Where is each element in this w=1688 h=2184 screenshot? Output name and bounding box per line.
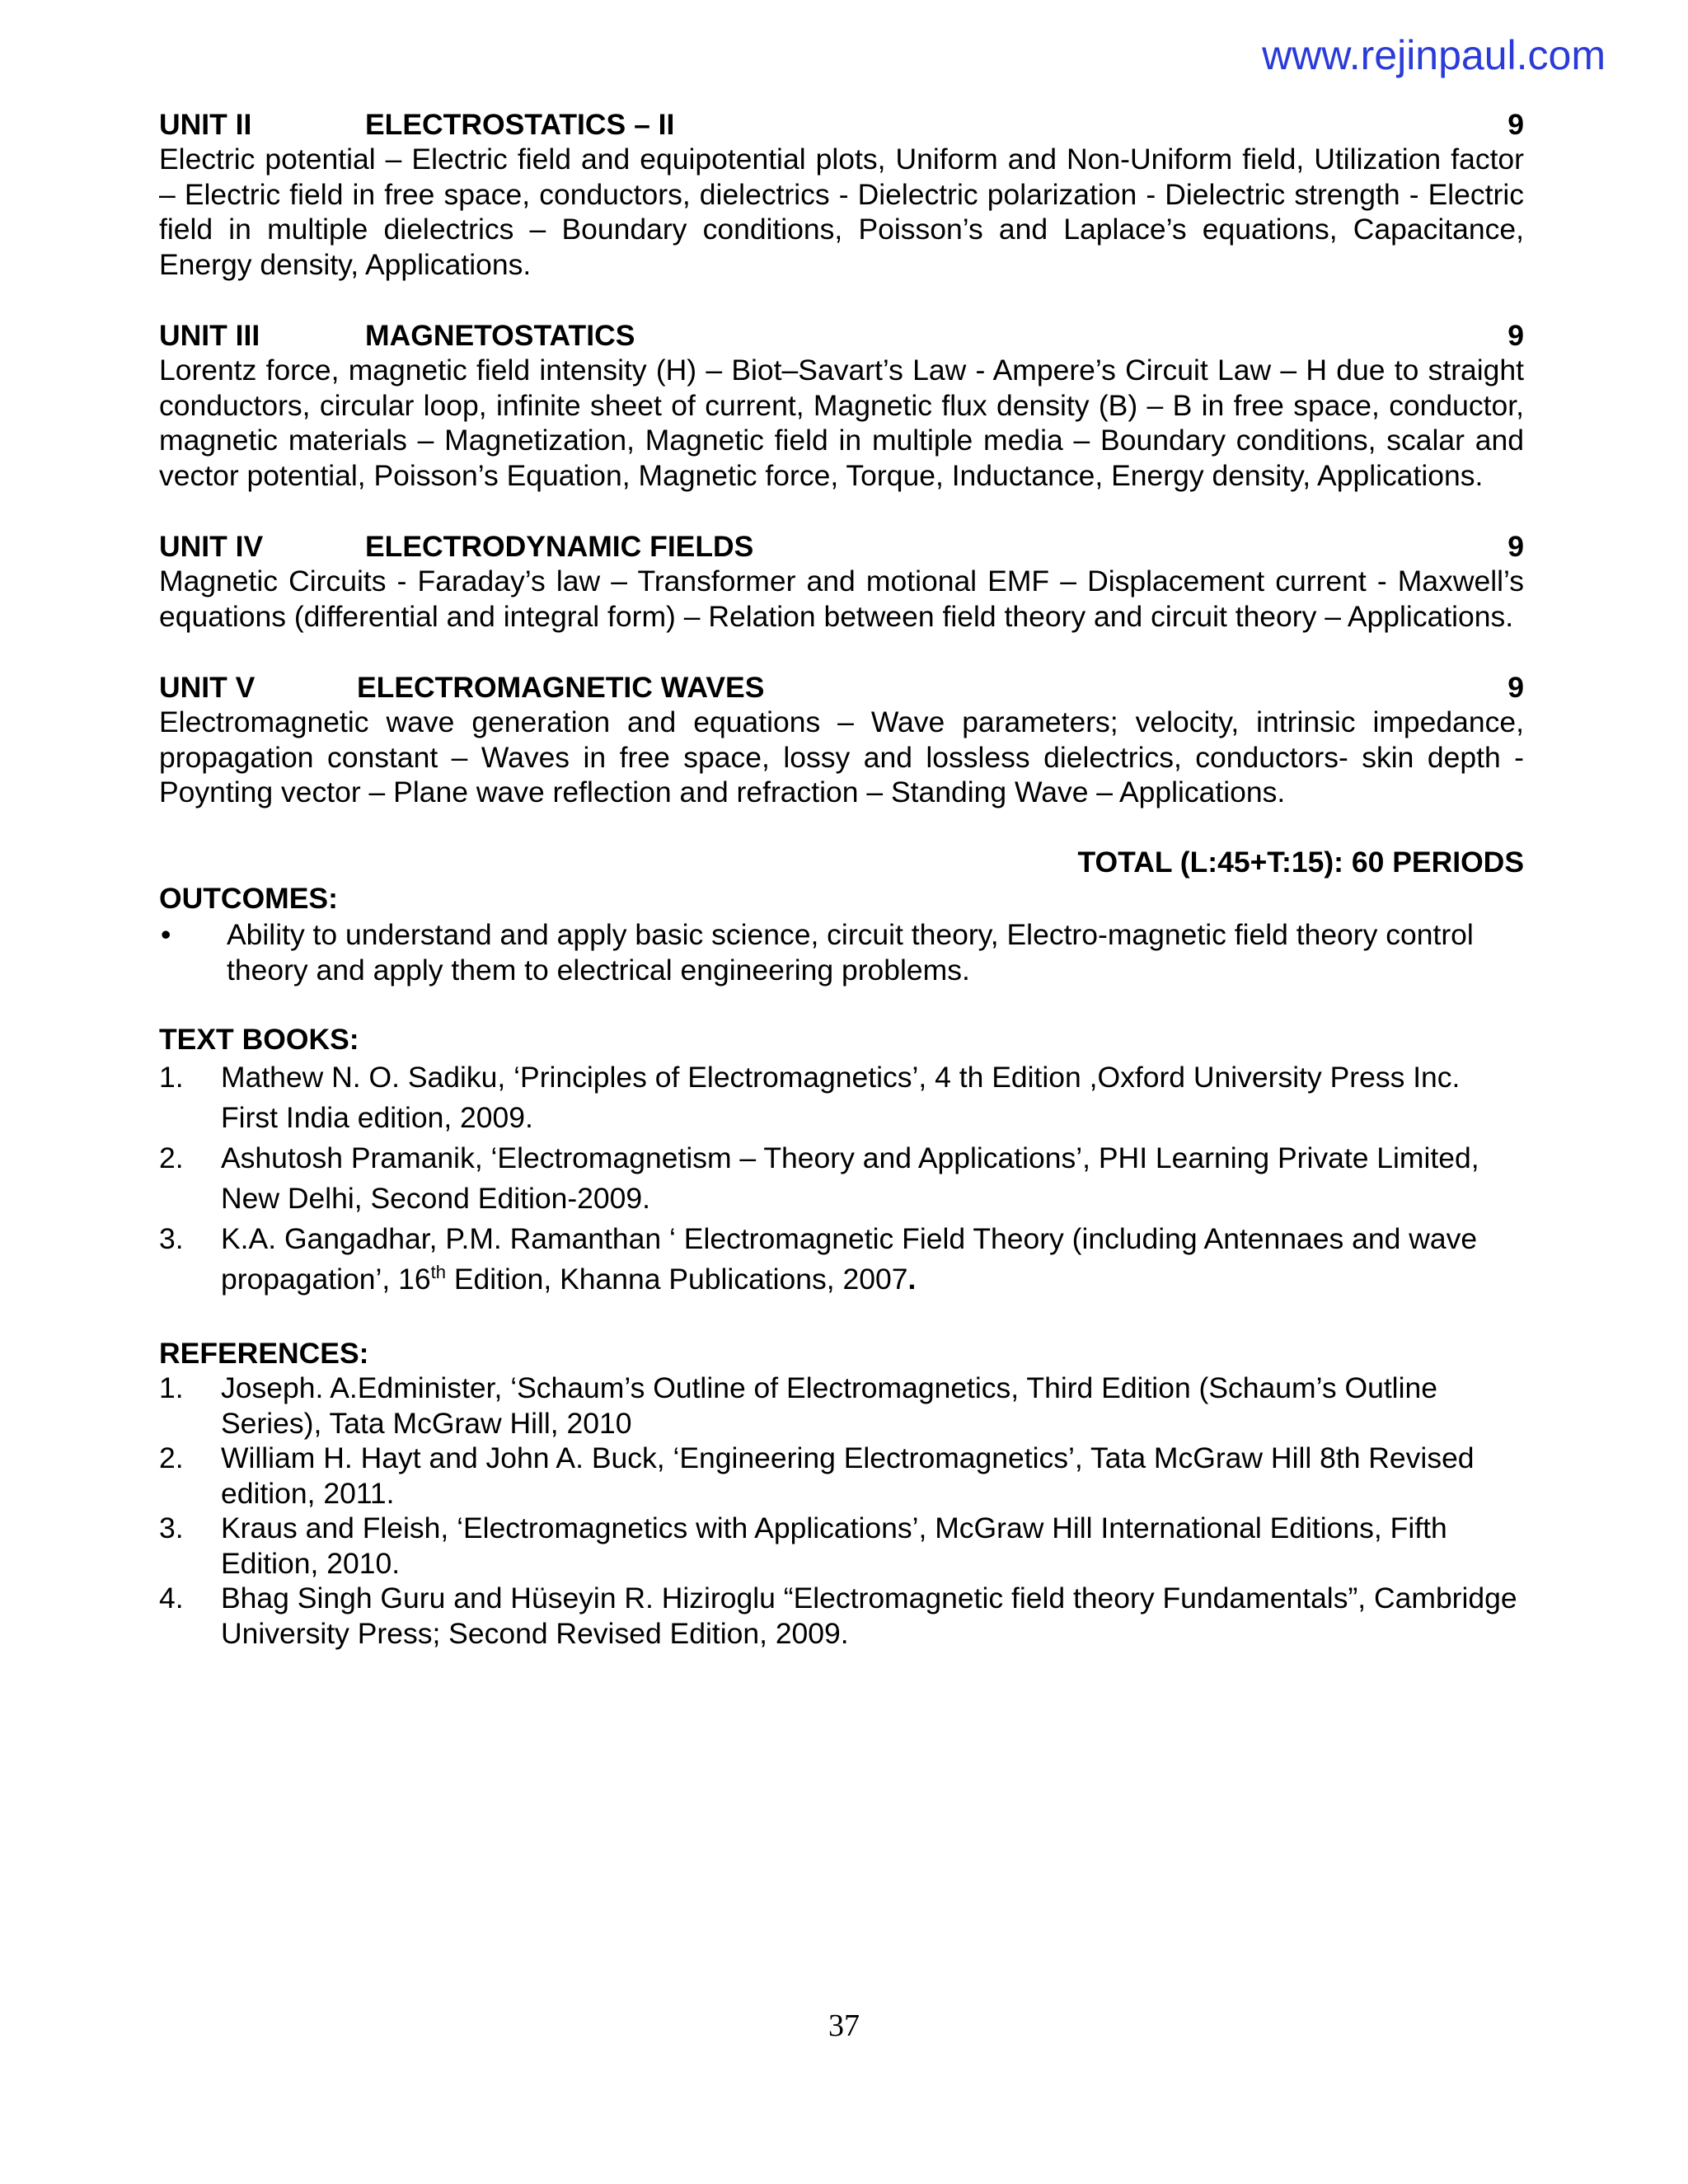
references-title: REFERENCES: bbox=[159, 1336, 369, 1370]
unit-title: MAGNETOSTATICS bbox=[365, 318, 635, 352]
watermark-link[interactable]: www.rejinpaul.com bbox=[1262, 32, 1606, 78]
bullet-icon: • bbox=[161, 918, 171, 951]
list-text: Mathew N. O. Sadiku, ‘Principles of Electromagnetics’, 4 th Edition ,Oxford University Press Inc. First India edition, 2009. bbox=[221, 1060, 1461, 1134]
unit-heading bbox=[159, 527, 1524, 564]
list-number: 1. bbox=[159, 1371, 184, 1404]
list-text: Kraus and Fleish, ‘Electromagnetics with Applications’, McGraw Hill International Editions, Fifth Edition, 2010. bbox=[221, 1511, 1447, 1580]
references-list bbox=[159, 1371, 1524, 1651]
unit-body: Lorentz force, magnetic field intensity (H) – Biot–Savart’s Law - Ampere’s Circuit Law – H due to straight conductors, circular loop, infinite sheet of current, Magnetic flux density (B) – B in free space, conductor, magnetic materials – Magnetization, Magnetic field in multiple media – Boundary conditions, scalar and vector potential, Poisson’s Equation, Magnetic force, Torque, Inductance, Energy density, Applications. bbox=[159, 354, 1524, 492]
unit-section bbox=[159, 668, 1524, 810]
unit-title: ELECTRODYNAMIC FIELDS bbox=[365, 529, 754, 563]
unit-number: UNIT II bbox=[159, 107, 252, 141]
unit-number: UNIT III bbox=[159, 318, 260, 352]
trailing-period: . bbox=[907, 1262, 917, 1296]
unit-number: UNIT IV bbox=[159, 529, 264, 563]
list-item bbox=[159, 1371, 1524, 1441]
unit-number: UNIT V bbox=[159, 670, 256, 704]
unit-hours: 9 bbox=[1507, 318, 1524, 352]
references-section bbox=[159, 1336, 1524, 1652]
text-books-title: TEXT BOOKS: bbox=[159, 1023, 359, 1056]
unit-hours: 9 bbox=[1507, 529, 1524, 563]
unit-heading bbox=[159, 105, 1524, 142]
list-text: Bhag Singh Guru and Hüseyin R. Hiziroglu “Electromagnetic field theory Fundamentals”, Cambridge University Press; Second Revised Edition, 2009. bbox=[221, 1582, 1517, 1650]
outcomes-section bbox=[159, 881, 1524, 988]
page-number: 37 bbox=[828, 2008, 860, 2043]
superscript: th bbox=[430, 1261, 446, 1282]
unit-hours: 9 bbox=[1507, 107, 1524, 141]
list-item bbox=[159, 1138, 1524, 1219]
unit-section bbox=[159, 105, 1524, 282]
outcome-item bbox=[159, 917, 1524, 987]
list-item bbox=[159, 1441, 1524, 1511]
unit-heading bbox=[159, 668, 1524, 705]
list-number: 1. bbox=[159, 1060, 184, 1094]
list-text-rest: Edition, Khanna Publications, 2007 bbox=[445, 1262, 908, 1296]
unit-title: ELECTROSTATICS – II bbox=[365, 107, 675, 141]
unit-section bbox=[159, 316, 1524, 493]
list-number: 3. bbox=[159, 1511, 184, 1544]
unit-body: Electric potential – Electric field and equipotential plots, Uniform and Non-Uniform field, Utilization factor – Electric field in free space, conductors, dielectrics - Dielectric polarization - Dielectric strength - Electric field in multiple dielectrics – Boundary conditions, Poisson’s and Laplace’s equations, Capacitance, Energy density, Applications. bbox=[159, 143, 1524, 281]
unit-body: Magnetic Circuits - Faraday’s law – Transformer and motional EMF – Displacement current - Maxwell’s equations (differential and integral form) – Relation between field theory and circuit theory – Applications. bbox=[159, 565, 1524, 633]
outcome-text: Ability to understand and apply basic science, circuit theory, Electro-magnetic field theory control theory and apply them to electrical engineering problems. bbox=[227, 918, 1474, 987]
list-item bbox=[159, 1511, 1524, 1581]
unit-title: ELECTROMAGNETIC WAVES bbox=[357, 670, 765, 704]
outcomes-title: OUTCOMES: bbox=[159, 881, 338, 915]
list-number: 2. bbox=[159, 1141, 184, 1174]
list-number: 3. bbox=[159, 1221, 184, 1255]
syllabus-content bbox=[159, 105, 1524, 1651]
list-text-main: K.A. Gangadhar, P.M. Ramanthan ‘ Electromagnetic Field Theory (including Antennaes and wave propagation’, 16 bbox=[221, 1221, 1478, 1296]
list-number: 2. bbox=[159, 1441, 184, 1474]
list-item bbox=[159, 1057, 1524, 1138]
list-item bbox=[159, 1581, 1524, 1651]
list-text: Joseph. A.Edminister, ‘Schaum’s Outline of Electromagnetics, Third Edition (Schaum’s Outline Series), Tata McGraw Hill, 2010 bbox=[221, 1371, 1437, 1440]
list-text: William H. Hayt and John A. Buck, ‘Engineering Electromagnetics’, Tata McGraw Hill 8th Revised edition, 2011. bbox=[221, 1441, 1475, 1510]
list-item bbox=[159, 1219, 1524, 1300]
unit-body: Electromagnetic wave generation and equations – Wave parameters; velocity, intrinsic impedance, propagation constant – Waves in free space, lossy and lossless dielectrics, conductors- skin depth - Poynting vector – Plane wave reflection and refraction – Standing Wave – Applications. bbox=[159, 705, 1524, 808]
list-text bbox=[221, 1219, 1524, 1300]
unit-section bbox=[159, 527, 1524, 634]
unit-heading bbox=[159, 316, 1524, 353]
list-number: 4. bbox=[159, 1582, 184, 1615]
total-periods: TOTAL (L:45+T:15): 60 PERIODS bbox=[1077, 845, 1524, 879]
list-text: Ashutosh Pramanik, ‘Electromagnetism – Theory and Applications’, PHI Learning Private Limited, New Delhi, Second Edition-2009. bbox=[221, 1141, 1479, 1215]
unit-hours: 9 bbox=[1507, 670, 1524, 704]
text-books-list bbox=[159, 1057, 1524, 1300]
text-books-section bbox=[159, 1022, 1524, 1300]
